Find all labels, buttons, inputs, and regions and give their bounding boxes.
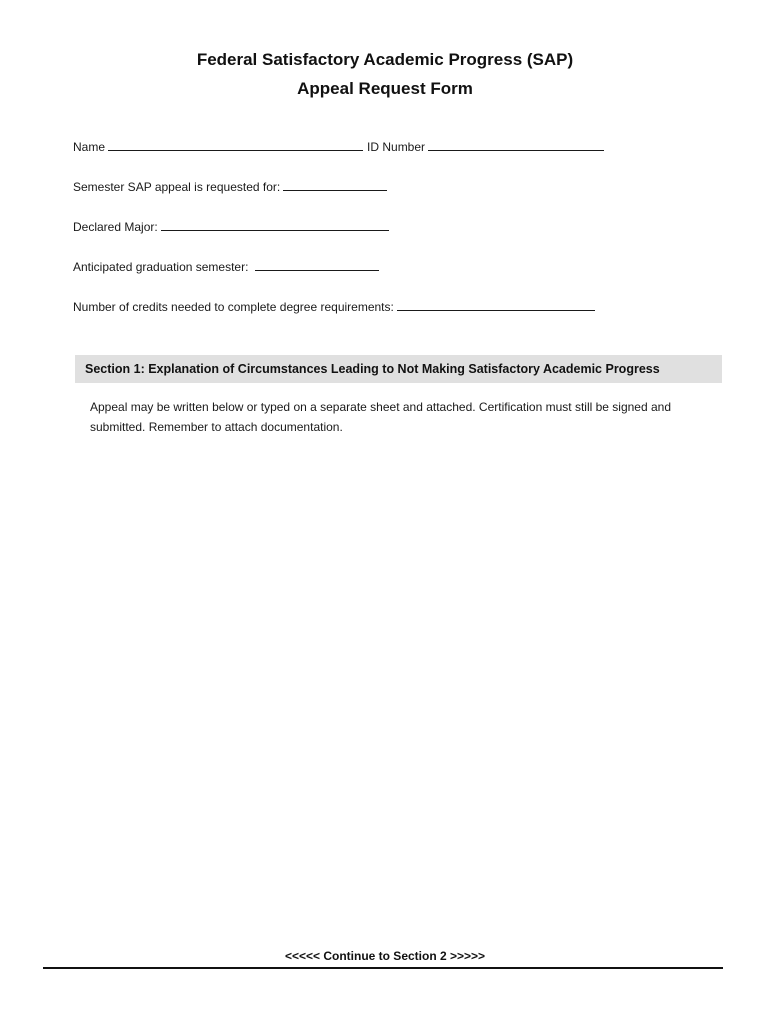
major-row: [73, 219, 389, 234]
graduation-semester-field[interactable]: [255, 259, 379, 271]
name-field[interactable]: [108, 139, 363, 151]
id-number-field[interactable]: [428, 139, 604, 151]
form-title: Federal Satisfactory Academic Progress (SAP): [196, 50, 574, 69]
semester-row: [73, 179, 387, 194]
credits-needed-field[interactable]: [397, 299, 595, 311]
declared-major-field[interactable]: [161, 219, 389, 231]
id-number-label: ID Number: [367, 140, 426, 154]
continue-to-section-2: <<<<< Continue to Section 2 >>>>>: [284, 949, 486, 963]
credits-row: [73, 299, 595, 314]
semester-field[interactable]: [283, 179, 387, 191]
declared-major-label: Declared Major:: [73, 220, 158, 234]
name-id-row: [73, 139, 604, 154]
form-subtitle: Appeal Request Form: [297, 79, 473, 98]
footer-divider: [43, 967, 723, 969]
name-label: Name: [73, 140, 106, 154]
graduation-semester-label: Anticipated graduation semester:: [73, 260, 249, 274]
semester-label: Semester SAP appeal is requested for:: [73, 180, 281, 194]
section-1-header-bar: [75, 355, 722, 383]
graduation-row: [73, 259, 379, 274]
section-1-heading: Section 1: Explanation of Circumstances Leading to Not Making Satisfactory Academic Progress: [85, 362, 660, 376]
credits-needed-label: Number of credits needed to complete degree requirements:: [73, 300, 394, 314]
section-1-instructions: Appeal may be written below or typed on a separate sheet and attached. Certification must still be signed and submitted. Remember to attach documentation.: [90, 400, 672, 434]
